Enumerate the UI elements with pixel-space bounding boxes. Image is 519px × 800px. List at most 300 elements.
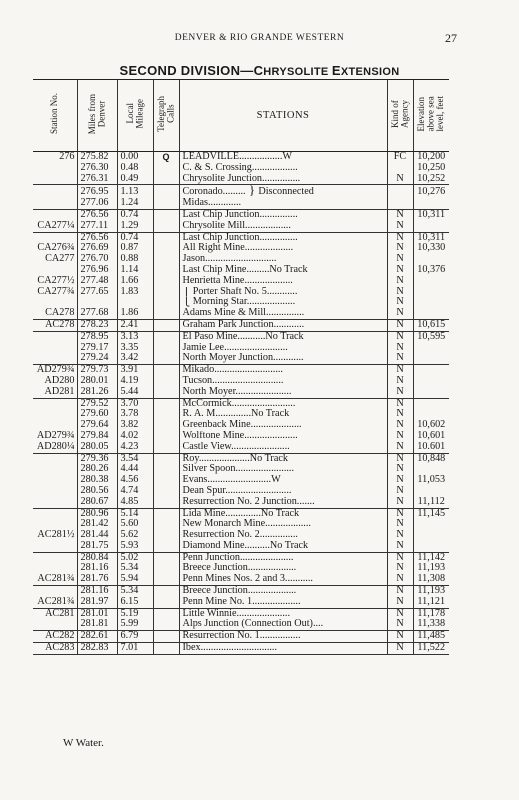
table-row	[33, 563, 449, 574]
agency-cell: N	[387, 265, 413, 276]
station-no-cell: CA276¾	[37, 243, 75, 254]
elevation-cell: 10,276	[413, 185, 449, 198]
table-row	[33, 453, 449, 464]
local-mileage-cell: 1.24	[117, 198, 153, 209]
local-mileage-cell: 0.00	[117, 152, 153, 163]
telegraph-cell	[153, 409, 179, 420]
agency-cell: N	[387, 376, 413, 387]
col-elevation: Elevation above sea level, feet	[413, 80, 449, 152]
local-mileage-cell: 4.23	[117, 442, 153, 453]
miles-cell: 280.38	[77, 475, 117, 486]
miles-cell: 280.05	[77, 442, 117, 453]
miles-cell: 279.52	[77, 398, 117, 409]
table-row	[33, 185, 449, 198]
station-name-cell: Jamie Lee.........................	[179, 343, 387, 354]
local-mileage-cell: 1.29	[117, 221, 153, 232]
telegraph-cell	[153, 552, 179, 563]
local-mileage-cell: 1.13	[117, 185, 153, 198]
miles-cell: 276.31	[77, 174, 117, 185]
station-no-cell	[33, 163, 77, 174]
table-row	[33, 297, 449, 308]
agency-cell: N	[387, 343, 413, 354]
local-mileage-cell: 2.41	[117, 319, 153, 331]
telegraph-cell	[153, 276, 179, 287]
agency-cell	[387, 163, 413, 174]
station-name-cell: Evans.........................W	[179, 475, 387, 486]
station-no-cell	[33, 486, 77, 497]
agency-cell: N	[387, 574, 413, 585]
station-no-cell	[33, 453, 77, 464]
agency-cell: N	[387, 387, 413, 398]
station-no-cell: AC281	[33, 608, 77, 619]
station-name-cell: Penn Mines Nos. 2 and 3...........	[179, 574, 387, 585]
telegraph-cell	[153, 475, 179, 486]
station-no-cell: 276	[33, 152, 77, 163]
agency-cell: N	[387, 276, 413, 287]
station-no-cell: AC281¾	[37, 574, 75, 585]
agency-cell: N	[387, 297, 413, 308]
miles-cell: 280.84	[77, 552, 117, 563]
local-mileage-cell: 5.14	[117, 508, 153, 519]
agency-cell: N	[387, 497, 413, 508]
elevation-cell	[413, 464, 449, 475]
miles-cell: 279.60	[77, 409, 117, 420]
telegraph-cell	[153, 174, 179, 185]
elevation-cell	[413, 530, 449, 541]
table-row	[33, 254, 449, 265]
station-name-cell: Greenback Mine....................	[179, 420, 387, 431]
station-table	[33, 79, 449, 655]
local-mileage-cell: 0.74	[117, 209, 153, 220]
division-main: SECOND DIVISION	[119, 63, 241, 78]
telegraph-cell	[153, 508, 179, 519]
local-mileage-cell: 5.93	[117, 541, 153, 552]
station-no-cell: CA278	[45, 308, 75, 319]
telegraph-cell	[153, 497, 179, 508]
footnote: W Water.	[63, 737, 104, 749]
elevation-cell: 10.601	[413, 442, 449, 453]
agency-cell: N	[387, 453, 413, 464]
miles-cell: 280.96	[77, 508, 117, 519]
agency-cell: N	[387, 464, 413, 475]
local-mileage-cell: 0.87	[117, 243, 153, 254]
miles-cell: 276.96	[77, 265, 117, 276]
station-name-cell: Roy....................No Track	[179, 453, 387, 464]
elevation-cell: 11,121	[413, 597, 449, 608]
elevation-cell	[413, 541, 449, 552]
miles-cell: 279.64	[77, 420, 117, 431]
miles-cell: 277.11	[77, 221, 117, 232]
telegraph-cell	[153, 431, 179, 442]
station-no-cell: AC281½	[37, 530, 75, 541]
miles-cell: 277.06	[77, 198, 117, 209]
miles-cell: 279.84	[77, 431, 117, 442]
telegraph-cell	[153, 185, 179, 198]
station-no-cell	[33, 464, 77, 475]
agency-cell: N	[387, 643, 413, 655]
col-local: Local Mileage	[117, 80, 153, 152]
agency-cell: N	[387, 563, 413, 574]
miles-cell: 276.95	[77, 185, 117, 198]
elevation-cell	[413, 198, 449, 209]
telegraph-cell	[153, 643, 179, 655]
table-row	[33, 198, 449, 209]
telegraph-cell	[153, 254, 179, 265]
col-stations: STATIONS	[179, 80, 387, 152]
miles-cell	[77, 297, 117, 308]
station-no-cell	[33, 519, 77, 530]
telegraph-cell	[153, 163, 179, 174]
station-name-cell: Last Chip Junction...............	[179, 232, 387, 243]
station-name-cell: Resurrection No. 2...............	[179, 530, 387, 541]
station-name-cell: Chrysolite Mill..................	[179, 221, 387, 232]
station-no-cell: CA277½	[37, 275, 75, 286]
local-mileage-cell: 1.83	[117, 287, 153, 298]
table-row	[33, 376, 449, 387]
miles-cell: 275.82	[77, 152, 117, 163]
telegraph-cell	[153, 453, 179, 464]
telegraph-cell	[153, 519, 179, 530]
table-row	[33, 265, 449, 276]
agency-cell: N	[387, 541, 413, 552]
station-no-cell	[33, 497, 77, 508]
telegraph-cell	[153, 574, 179, 585]
elevation-cell: 10,250	[413, 163, 449, 174]
elevation-cell	[413, 254, 449, 265]
elevation-cell: 10,376	[413, 265, 449, 276]
station-name-cell: North Moyer......................	[179, 387, 387, 398]
elevation-cell: 11,485	[413, 631, 449, 643]
station-name-cell: All Right Mine...................	[179, 243, 387, 254]
station-name-cell: C. & S. Crossing..................	[179, 163, 387, 174]
local-mileage-cell: 0.49	[117, 174, 153, 185]
local-mileage-cell: 0.48	[117, 163, 153, 174]
local-mileage-cell: 4.74	[117, 486, 153, 497]
telegraph-cell	[153, 232, 179, 243]
station-name-cell: Little Winnie.....................	[179, 608, 387, 619]
table-row	[33, 597, 449, 608]
station-no-cell	[33, 541, 77, 552]
local-mileage-cell: 6.15	[117, 597, 153, 608]
station-name-cell: Henrietta Mine...................	[179, 276, 387, 287]
station-name-cell: Wolftone Mine.....................	[179, 431, 387, 442]
telegraph-cell	[153, 619, 179, 630]
station-no-cell: AC283	[33, 643, 77, 655]
agency-cell: N	[387, 232, 413, 243]
telegraph-cell	[153, 563, 179, 574]
telegraph-cell	[153, 442, 179, 453]
local-mileage-cell: 4.44	[117, 464, 153, 475]
elevation-cell	[413, 387, 449, 398]
elevation-cell: 10,252	[413, 174, 449, 185]
telegraph-cell	[153, 331, 179, 342]
table-row	[33, 209, 449, 220]
table-row	[33, 409, 449, 420]
table-row	[33, 464, 449, 475]
station-name-cell: Alps Junction (Connection Out)....	[179, 619, 387, 630]
agency-cell: N	[387, 209, 413, 220]
station-name-cell: Silver Spoon.......................	[179, 464, 387, 475]
elevation-cell: 11,142	[413, 552, 449, 563]
miles-cell: 278.23	[77, 319, 117, 331]
agency-cell: N	[387, 353, 413, 364]
elevation-cell: 10,602	[413, 420, 449, 431]
agency-cell: N	[387, 420, 413, 431]
telegraph-cell	[153, 464, 179, 475]
station-name-cell: Coronado......... } Disconnected	[179, 185, 387, 198]
table-row	[33, 486, 449, 497]
elevation-cell	[413, 343, 449, 354]
table-row	[33, 163, 449, 174]
station-name-cell: Dean Spur..........................	[179, 486, 387, 497]
station-name-cell: Breece Junction...................	[179, 586, 387, 597]
elevation-cell	[413, 376, 449, 387]
station-no-cell: CA277¼	[37, 220, 75, 231]
division-sub: CHRYSOLITE EXTENSION	[253, 63, 400, 78]
telegraph-cell	[153, 608, 179, 619]
miles-cell: 282.61	[77, 631, 117, 643]
agency-cell: N	[387, 508, 413, 519]
table-row	[33, 331, 449, 342]
miles-cell: 279.36	[77, 453, 117, 464]
station-no-cell	[33, 343, 77, 354]
local-mileage-cell: 4.56	[117, 475, 153, 486]
station-no-cell	[33, 209, 77, 220]
disconnected-label: Disconnected	[258, 186, 314, 198]
col-station-no: Station No.	[33, 80, 77, 152]
table-row	[33, 619, 449, 630]
elevation-cell: 11,193	[413, 563, 449, 574]
station-no-cell: AD280	[44, 375, 75, 386]
elevation-cell: 10,601	[413, 431, 449, 442]
table-row	[33, 232, 449, 243]
miles-cell: 281.76	[77, 574, 117, 585]
table-row	[33, 519, 449, 530]
miles-cell: 281.75	[77, 541, 117, 552]
agency-cell: N	[387, 530, 413, 541]
station-no-cell	[33, 185, 77, 198]
station-name-cell: ⎧ Porter Shaft No. 5............	[179, 287, 387, 298]
elevation-cell	[413, 486, 449, 497]
elevation-cell	[413, 221, 449, 232]
station-no-cell	[33, 198, 77, 209]
miles-cell: 277.48	[77, 276, 117, 287]
local-mileage-cell: 3.54	[117, 453, 153, 464]
local-mileage-cell: 4.02	[117, 431, 153, 442]
station-name-cell: North Moyer Junction............	[179, 353, 387, 364]
station-name-cell: Jason............................	[179, 254, 387, 265]
station-name-cell: Mikado...........................	[179, 365, 387, 376]
station-no-cell	[33, 619, 77, 630]
agency-cell: N	[387, 319, 413, 331]
table-row	[33, 631, 449, 643]
telegraph-cell	[153, 541, 179, 552]
agency-cell: N	[387, 631, 413, 643]
elevation-cell	[413, 409, 449, 420]
station-no-cell: AC281¾	[37, 596, 75, 607]
elevation-cell	[413, 398, 449, 409]
station-no-cell	[33, 353, 77, 364]
agency-cell: N	[387, 254, 413, 265]
miles-cell: 280.56	[77, 486, 117, 497]
agency-cell: N	[387, 442, 413, 453]
telegraph-cell	[153, 353, 179, 364]
table-row	[33, 276, 449, 287]
telegraph-cell	[153, 209, 179, 220]
table-row	[33, 530, 449, 541]
agency-cell: N	[387, 608, 413, 619]
col-miles: Miles from Denver	[77, 80, 117, 152]
miles-cell: 279.17	[77, 343, 117, 354]
agency-cell	[387, 198, 413, 209]
table-row	[33, 541, 449, 552]
miles-cell: 281.81	[77, 619, 117, 630]
station-name-cell: McCormick.........................	[179, 398, 387, 409]
telegraph-cell	[153, 398, 179, 409]
elevation-cell	[413, 353, 449, 364]
local-mileage-cell: 5.02	[117, 552, 153, 563]
table-row	[33, 552, 449, 563]
station-no-cell	[33, 420, 77, 431]
local-mileage-cell: 5.19	[117, 608, 153, 619]
agency-cell: N	[387, 486, 413, 497]
elevation-cell: 11,308	[413, 574, 449, 585]
miles-cell: 280.01	[77, 376, 117, 387]
elevation-cell: 10,311	[413, 209, 449, 220]
table-row	[33, 497, 449, 508]
miles-cell: 278.95	[77, 331, 117, 342]
miles-cell: 281.44	[77, 530, 117, 541]
station-no-cell	[33, 398, 77, 409]
agency-cell: N	[387, 409, 413, 420]
local-mileage-cell: 0.88	[117, 254, 153, 265]
local-mileage-cell: 6.79	[117, 631, 153, 643]
miles-cell: 281.16	[77, 563, 117, 574]
miles-cell: 282.83	[77, 643, 117, 655]
table-row	[33, 586, 449, 597]
elevation-cell: 11,053	[413, 475, 449, 486]
local-mileage-cell	[117, 297, 153, 308]
table-row	[33, 152, 449, 163]
telegraph-cell	[153, 243, 179, 254]
station-no-cell: AC282	[33, 631, 77, 643]
table-row	[33, 574, 449, 585]
station-name-cell: LEADVILLE.................W	[179, 152, 387, 163]
station-name-cell: Last Chip Mine.........No Track	[179, 265, 387, 276]
miles-cell: 276.56	[77, 209, 117, 220]
elevation-cell	[413, 276, 449, 287]
local-mileage-cell: 7.01	[117, 643, 153, 655]
local-mileage-cell: 5.94	[117, 574, 153, 585]
table-row	[33, 174, 449, 185]
local-mileage-cell: 5.60	[117, 519, 153, 530]
station-name-cell: Resurrection No. 2 Junction.......	[179, 497, 387, 508]
station-no-cell: AD280¼	[36, 441, 75, 452]
elevation-cell: 10,200	[413, 152, 449, 163]
telegraph-cell	[153, 420, 179, 431]
agency-cell: N	[387, 398, 413, 409]
station-name-cell: Tucson............................	[179, 376, 387, 387]
station-name-cell: Resurrection No. 1................	[179, 631, 387, 643]
local-mileage-cell: 1.66	[117, 276, 153, 287]
station-no-cell: CA277	[45, 254, 75, 265]
elevation-cell: 10,615	[413, 319, 449, 331]
table-row	[33, 221, 449, 232]
elevation-cell: 11,178	[413, 608, 449, 619]
local-mileage-cell: 0.74	[117, 232, 153, 243]
telegraph-cell	[153, 631, 179, 643]
agency-cell: N	[387, 287, 413, 298]
elevation-cell	[413, 308, 449, 319]
table-row	[33, 319, 449, 331]
page-number: 27	[445, 31, 457, 45]
elevation-cell	[413, 519, 449, 530]
table-row	[33, 643, 449, 655]
station-name-cell: R. A. M..............No Track	[179, 409, 387, 420]
agency-cell: N	[387, 331, 413, 342]
running-title: DENVER & RIO GRANDE WESTERN	[174, 33, 345, 43]
station-no-cell	[33, 232, 77, 243]
station-name-cell: Midas.............	[179, 198, 387, 209]
miles-cell: 281.01	[77, 608, 117, 619]
table-row	[33, 398, 449, 409]
telegraph-cell	[153, 343, 179, 354]
local-mileage-cell: 1.86	[117, 308, 153, 319]
agency-cell: N	[387, 619, 413, 630]
station-no-cell: AC278	[33, 319, 77, 331]
station-no-cell	[33, 331, 77, 342]
agency-cell: N	[387, 586, 413, 597]
telegraph-cell	[153, 387, 179, 398]
miles-cell: 276.69	[77, 243, 117, 254]
agency-cell: N	[387, 431, 413, 442]
telegraph-cell	[153, 308, 179, 319]
miles-cell: 277.68	[77, 308, 117, 319]
agency-cell: N	[387, 519, 413, 530]
local-mileage-cell: 3.42	[117, 353, 153, 364]
table-row	[33, 475, 449, 486]
local-mileage-cell: 3.70	[117, 398, 153, 409]
agency-cell: N	[387, 597, 413, 608]
agency-cell: N	[387, 221, 413, 232]
station-no-cell	[33, 265, 77, 276]
telegraph-cell	[153, 198, 179, 209]
elevation-cell: 10,311	[413, 232, 449, 243]
local-mileage-cell: 3.82	[117, 420, 153, 431]
miles-cell: 280.26	[77, 464, 117, 475]
elevation-cell: 11,522	[413, 643, 449, 655]
telegraph-cell	[153, 586, 179, 597]
station-name-cell: Graham Park Junction............	[179, 319, 387, 331]
station-name-cell: El Paso Mine...........No Track	[179, 331, 387, 342]
miles-cell: 281.97	[77, 597, 117, 608]
local-mileage-cell: 5.44	[117, 387, 153, 398]
miles-cell: 281.42	[77, 519, 117, 530]
telegraph-cell	[153, 486, 179, 497]
telegraph-cell	[153, 376, 179, 387]
station-name-cell: ⎩ Morning Star...................	[179, 297, 387, 308]
table-row	[33, 343, 449, 354]
station-no-cell	[33, 475, 77, 486]
table-row	[33, 508, 449, 519]
agency-cell: N	[387, 308, 413, 319]
table-row	[33, 431, 449, 442]
col-telegraph: Telegraph Calls	[153, 80, 179, 152]
station-no-cell	[33, 409, 77, 420]
table-row	[33, 365, 449, 376]
miles-cell: 276.56	[77, 232, 117, 243]
miles-cell: 276.70	[77, 254, 117, 265]
